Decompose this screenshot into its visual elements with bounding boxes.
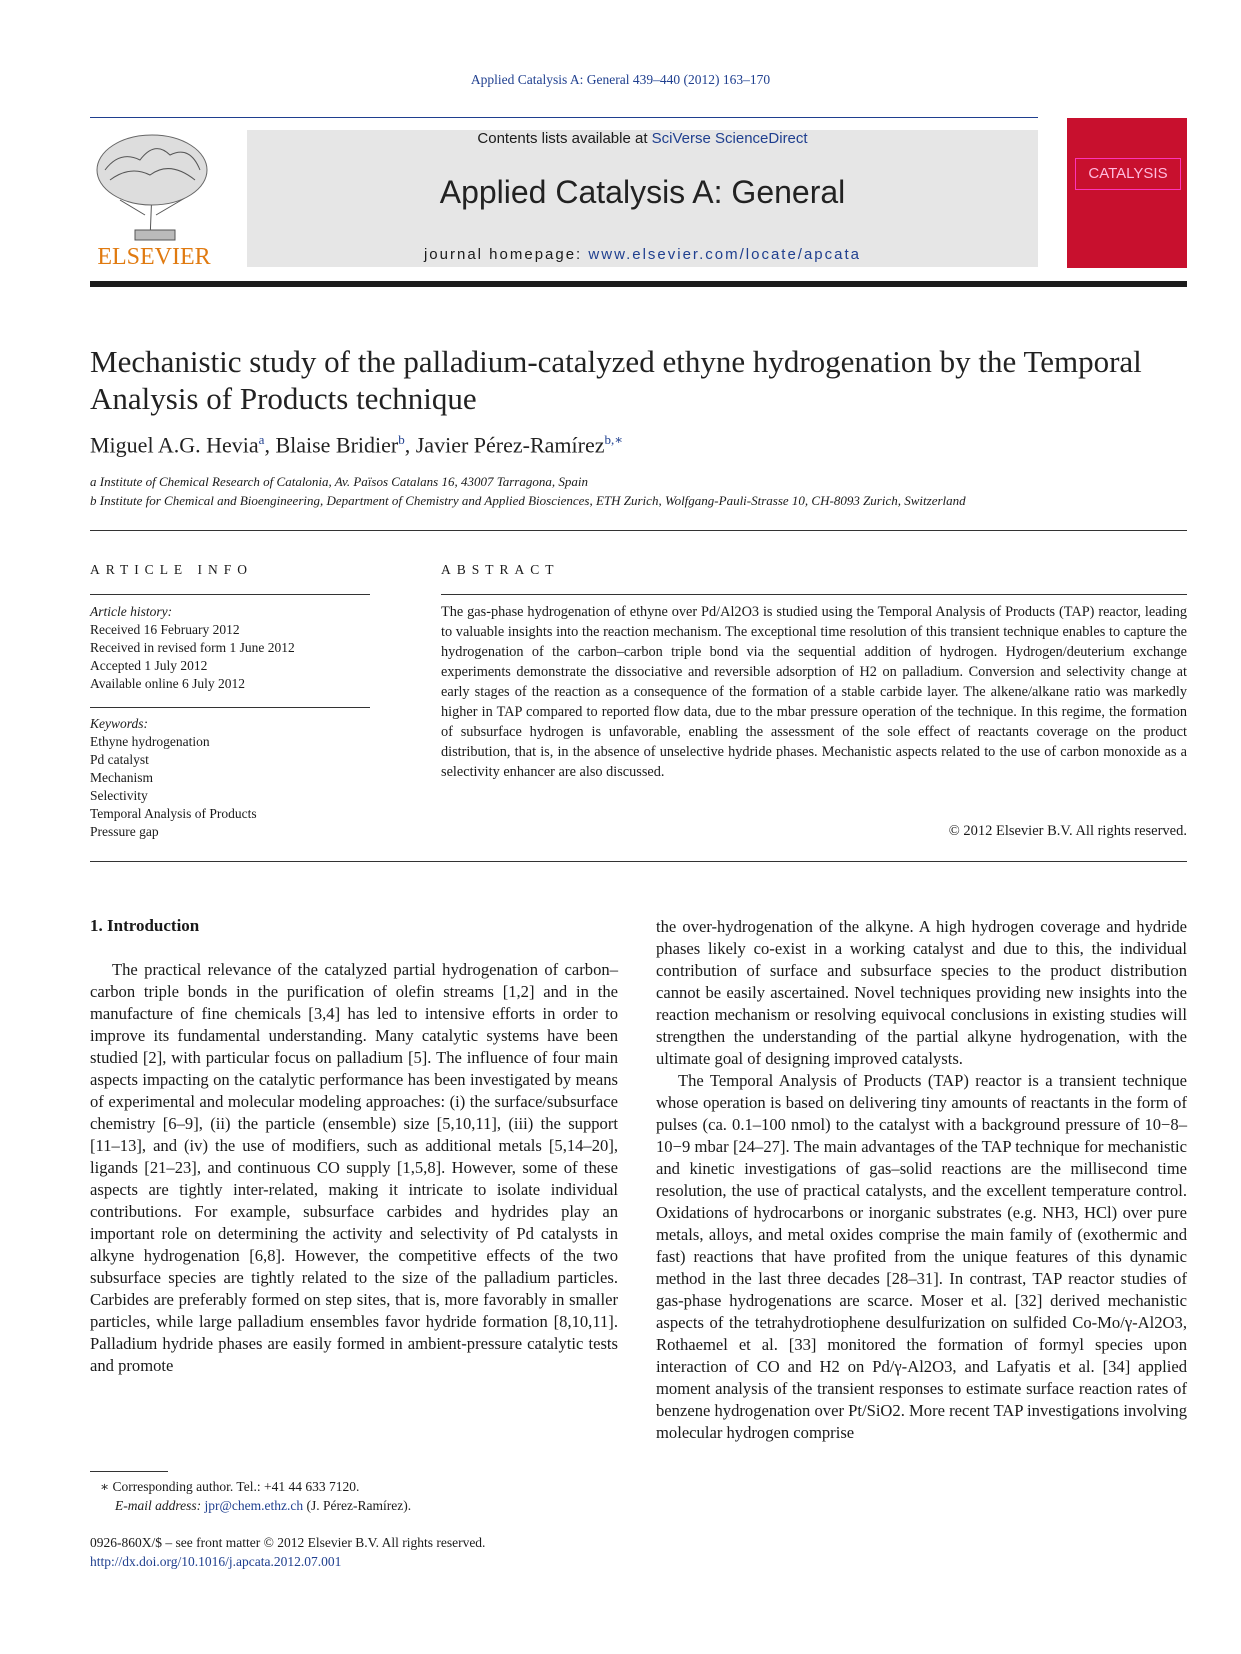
journal-homepage-link[interactable]: www.elsevier.com/locate/apcata xyxy=(588,246,862,263)
author-name: Javier Pérez-Ramírez xyxy=(415,432,605,458)
journal-citation[interactable]: Applied Catalysis A: General 439–440 (2012) 163–170 xyxy=(470,72,771,87)
keywords-rule xyxy=(90,707,370,708)
paragraph: The practical relevance of the catalyzed partial hydrogenation of carbon–carbon triple bonds in the purification of olefin streams [1,2] and in the manufacture of fine chemicals [3,4] has led to intensive efforts in order to improve its fundamental understanding. Many catalytic systems have been studied [2], with particular focus on palladium [5]. The influence of four main aspects impacting on the catalytic performance has been investigated by means of experimental and molecular modeling approaches: (i) the surface/subsurface chemistry [6–9], (ii) the particle (ensemble) size [5,10,11], (iii) the support [11–13], and (iv) the use of modifiers, such as additional metals [5,14–20], ligands [21–23], and continuous CO supply [1,5,8]. However, some of these aspects are tightly inter-related, making it intricate to isolate individual contributions. For example, subsurface carbides and hydrides play an important role on determining the activity and selectivity of Pd catalysts in alkyne hydrogenation [6,8]. However, the competitive effects of the two subsurface species are tightly related to the size of the palladium particles. Carbides are preferably formed on step sites, that is, more favorably in smaller particles, while large palladium ensembles favor hydride formation [8,10,11]. Palladium hydride phases are easily formed in ambient-pressure catalytic tests and promote xyxy=(90,960,618,1375)
keyword-item: Selectivity xyxy=(90,788,148,803)
footnote-rule xyxy=(90,1471,168,1472)
journal-title: Applied Catalysis A: General xyxy=(439,174,846,210)
abstract-heading: ABSTRACT xyxy=(441,562,560,577)
section-heading: 1. Introduction xyxy=(90,916,200,935)
elsevier-tree-icon xyxy=(90,130,218,270)
contents-prefix: Contents lists available at xyxy=(477,130,652,147)
keyword-item: Pd catalyst xyxy=(90,752,149,767)
keywords xyxy=(90,715,370,841)
masthead-rule xyxy=(90,281,1187,287)
contents-line xyxy=(247,130,1038,147)
doi-link[interactable]: http://dx.doi.org/10.1016/j.apcata.2012.07.001 xyxy=(90,1554,342,1569)
email-suffix: (J. Pérez-Ramírez). xyxy=(303,1498,412,1513)
abstract-copyright: © 2012 Elsevier B.V. All rights reserved. xyxy=(948,823,1187,839)
author-name: Miguel A.G. Hevia xyxy=(90,432,259,458)
article-info-rule xyxy=(90,594,370,595)
journal-cover-image xyxy=(1067,118,1187,268)
homepage-prefix: journal homepage: xyxy=(423,246,589,263)
affiliation-b: b Institute for Chemical and Bioengineering, Department of Chemistry and Applied Biosciences, ETH Zurich, Wolfgang-Pauli-Strasse 10, CH-8093 Zurich, Switzerland xyxy=(90,493,966,508)
email-label: E-mail address: xyxy=(115,1498,205,1513)
keyword-item: Mechanism xyxy=(90,770,153,785)
body-column-left xyxy=(90,959,618,1377)
svg-text:ELSEVIER: ELSEVIER xyxy=(97,244,211,270)
keyword-item: Ethyne hydrogenation xyxy=(90,734,210,749)
article-title: Mechanistic study of the palladium-catalyzed ethyne hydrogenation by the Temporal Analysis of Products technique xyxy=(90,344,1142,416)
abstract-rule xyxy=(441,594,1187,595)
email-note xyxy=(115,1496,635,1515)
abstract-text: The gas-phase hydrogenation of ethyne over Pd/Al2O3 is studied using the Temporal Analysis of Products (TAP) reactor, leading to valuable insights into the reaction mechanism. The exceptional time resolution of this transient technique enables to capture the hydrogenation of the carbon–carbon triple bond via the sequential addition of hydrogen. Hydrogen/deuterium exchange experiments demonstrate the dissociative and reversible adsorption of H2 on palladium. Conversion and selectivity change at early stages of the reaction as a consequence of the formation of a stable carbide layer. The alkene/alkane ratio was markedly higher in TAP compared to reported flow data, due to the mbar pressure operation of the technique. In this regime, the formation of subsurface hydrogen is unfavorable, enabling the assessment of the sole effect of reactants coverage on the product distribution, that is, in the absence of unselective hydride phases. Mechanistic aspects related to the use of carbon monoxide as a selectivity enhancer are also discussed. xyxy=(441,604,1187,780)
cover-title: CATALYSIS xyxy=(1075,158,1181,190)
history-item: Available online 6 July 2012 xyxy=(90,676,245,691)
homepage-line xyxy=(247,246,1038,263)
history-item: Received 16 February 2012 xyxy=(90,622,240,637)
article-info-heading: ARTICLE INFO xyxy=(90,562,254,577)
sciencedirect-link[interactable]: SciVerse ScienceDirect xyxy=(651,130,808,147)
author-list: Miguel A.G. Hevia$^a$, Blaise Bridier$^b$, Javier Pérez-Ramírez$^{b,∗}$ xyxy=(90,432,624,458)
keyword-item: Temporal Analysis of Products xyxy=(90,806,257,821)
author-name: Blaise Bridier xyxy=(275,432,399,458)
history-item: Received in revised form 1 June 2012 xyxy=(90,640,295,655)
corresponding-author-note: ∗ Corresponding author. Tel.: +41 44 633 7120. xyxy=(100,1479,360,1494)
affiliation-a: a Institute of Chemical Research of Catalonia, Av. Països Catalans 16, 43007 Tarragona, Spain xyxy=(90,474,588,489)
header-rule xyxy=(90,117,1038,118)
author-affiliation-mark[interactable]: b,∗ xyxy=(604,432,624,447)
author-affiliation-mark[interactable]: a xyxy=(258,432,265,447)
paragraph: The Temporal Analysis of Products (TAP) reactor is a transient technique whose operation is based on delivering tiny amounts of reactants in the form of pulses (ca. 0.1–100 nmol) to the catalyst with a background pressure of 10−8–10−9 mbar [24–27]. The main advantages of the TAP technique for mechanistic and kinetic investigations of gas–solid reactions are the millisecond time resolution, the use of practical catalysts, and the excellent temperature control. Oxidations of hydrocarbons or inorganic substrates (e.g. NH3, HCl) over pure metals, alloys, and metal oxides comprise the main family of (exothermic and fast) reactions that have profited from the unique features of this dynamic method in the last three decades [28–31]. In contrast, TAP reactor studies of gas-phase hydrogenations are scarce. Moser et al. [32] derived mechanistic aspects of the tetrahydrotiophene desulfurization on sulfided Co-Mo/γ-Al2O3, Rothaemel et al. [33] monitored the formation of formyl species upon interaction of CO and H2 on Pd/γ-Al2O3, and Lafyatis et al. [34] applied moment analysis of the transient responses to estimate surface reaction rates of benzene hydrogenation over Pt/SiO2. More recent TAP investigations involving molecular hydrogen comprise xyxy=(656,1071,1187,1442)
elsevier-logo xyxy=(90,130,218,270)
issn-line: 0926-860X/$ – see front matter © 2012 Elsevier B.V. All rights reserved. xyxy=(90,1535,486,1550)
keyword-item: Pressure gap xyxy=(90,824,159,839)
abstract-end-rule xyxy=(90,861,1187,862)
body-column-right xyxy=(656,916,1187,1444)
history-label: Article history: xyxy=(90,604,173,619)
affiliation-rule xyxy=(90,530,1187,531)
paragraph: the over-hydrogenation of the alkyne. A high hydrogen coverage and hydride phases likely co-exist in a working catalyst and due to this, the individual contribution of surface and subsurface species to the product distribution cannot be easily ascertained. Novel techniques providing new insights into the reaction mechanism or resolving equivocal conclusions in existing studies will strengthen the understanding of the partial alkyne hydrogenation, with the ultimate goal of designing improved catalysts. xyxy=(656,917,1187,1068)
article-history xyxy=(90,603,370,693)
email-link[interactable]: jpr@chem.ethz.ch xyxy=(204,1498,304,1513)
keywords-label: Keywords: xyxy=(90,716,148,731)
history-item: Accepted 1 July 2012 xyxy=(90,658,208,673)
author-affiliation-mark[interactable]: b xyxy=(398,432,405,447)
